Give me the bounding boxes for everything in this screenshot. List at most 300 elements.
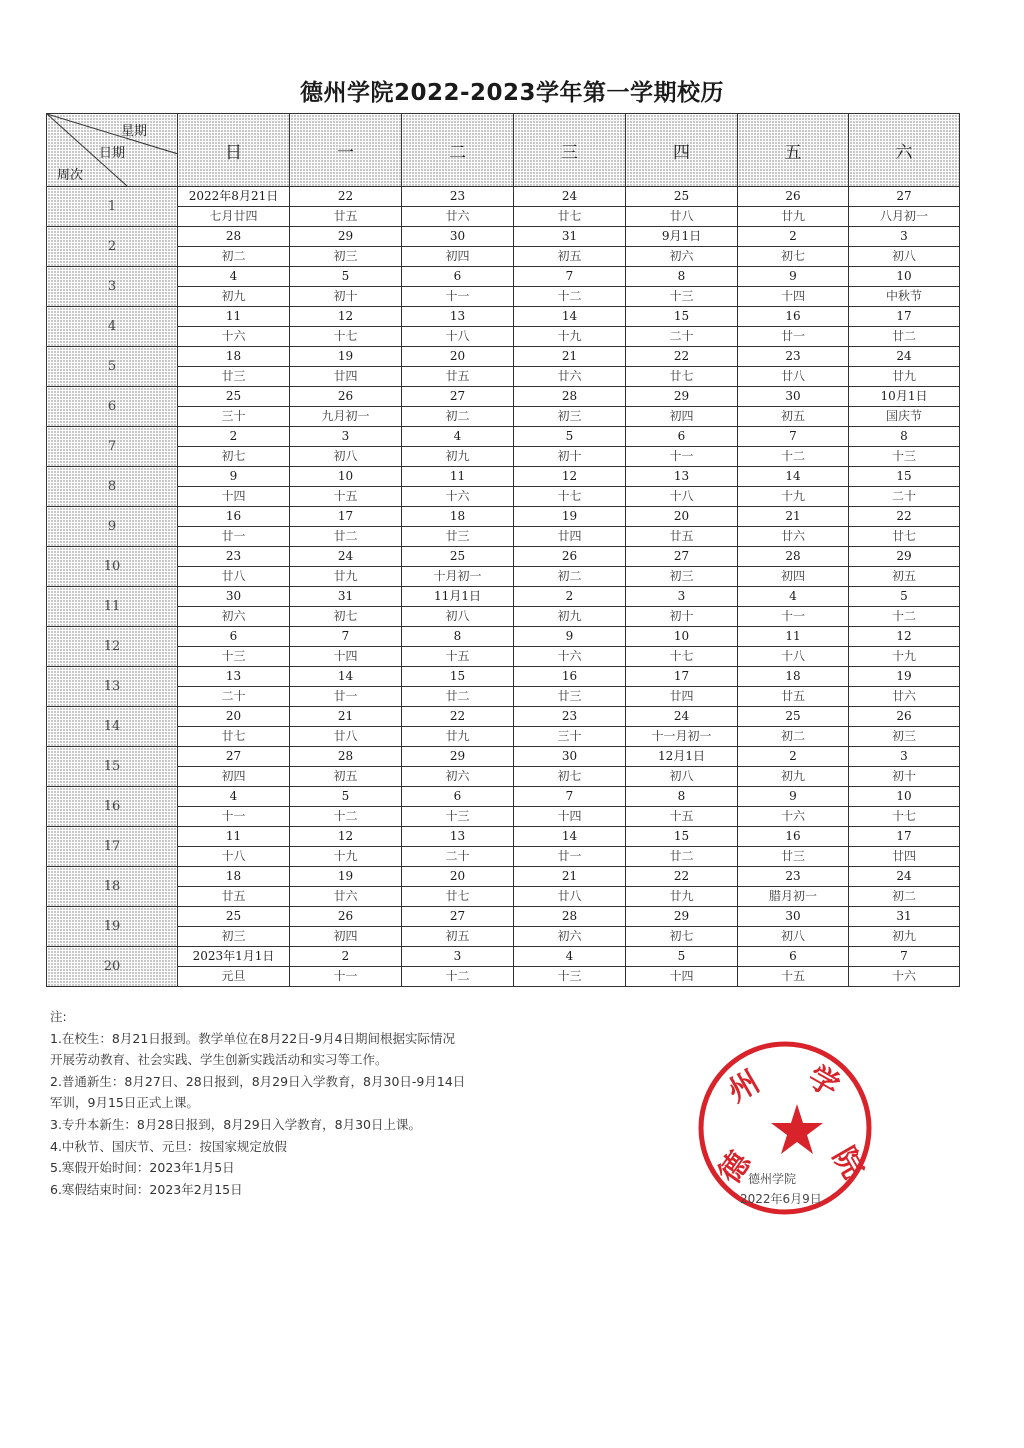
date-cell: 23 <box>402 187 514 207</box>
date-cell: 17 <box>290 507 402 527</box>
date-cell: 15 <box>849 467 960 487</box>
date-cell: 31 <box>849 907 960 927</box>
lunar-date-cell: 初六 <box>178 607 290 627</box>
date-cell: 11 <box>402 467 514 487</box>
date-cell: 7 <box>290 627 402 647</box>
date-cell: 30 <box>402 227 514 247</box>
lunar-row <box>47 847 960 867</box>
date-cell: 19 <box>849 667 960 687</box>
date-row <box>47 227 960 247</box>
week-number-cell: 14 <box>47 707 178 747</box>
date-cell: 24 <box>849 347 960 367</box>
lunar-date-cell: 初十 <box>849 767 960 787</box>
lunar-date-cell: 十八 <box>626 487 738 507</box>
lunar-date-cell: 廿九 <box>626 887 738 907</box>
lunar-date-cell: 廿一 <box>178 527 290 547</box>
date-cell: 29 <box>402 747 514 767</box>
date-cell: 30 <box>178 587 290 607</box>
date-cell: 16 <box>178 507 290 527</box>
note-line: 军训，9月15日正式上课。 <box>50 1095 199 1111</box>
week-number-cell: 5 <box>47 347 178 387</box>
date-cell: 5 <box>849 587 960 607</box>
lunar-date-cell: 廿二 <box>626 847 738 867</box>
lunar-date-cell: 初三 <box>514 407 626 427</box>
seal-char: 德 <box>712 1145 759 1191</box>
lunar-date-cell: 十八 <box>738 647 849 667</box>
date-cell: 15 <box>626 307 738 327</box>
date-cell: 21 <box>514 867 626 887</box>
date-row <box>47 947 960 967</box>
date-cell: 29 <box>626 907 738 927</box>
week-number-cell: 15 <box>47 747 178 787</box>
date-cell: 9 <box>514 627 626 647</box>
date-row <box>47 347 960 367</box>
lunar-date-cell: 十六 <box>402 487 514 507</box>
lunar-date-cell: 廿六 <box>514 367 626 387</box>
date-cell: 22 <box>402 707 514 727</box>
date-cell: 2 <box>738 227 849 247</box>
date-cell: 5 <box>290 787 402 807</box>
lunar-date-cell: 初十 <box>514 447 626 467</box>
date-cell: 30 <box>514 747 626 767</box>
lunar-date-cell: 廿七 <box>402 887 514 907</box>
date-cell: 12月1日 <box>626 747 738 767</box>
lunar-date-cell: 十八 <box>178 847 290 867</box>
date-cell: 28 <box>514 907 626 927</box>
date-cell: 2 <box>178 427 290 447</box>
lunar-date-cell: 初九 <box>514 607 626 627</box>
date-row <box>47 827 960 847</box>
date-cell: 22 <box>626 347 738 367</box>
lunar-date-cell: 初八 <box>290 447 402 467</box>
date-cell: 17 <box>849 307 960 327</box>
note-line: 4.中秋节、国庆节、元旦：按国家规定放假 <box>50 1138 287 1154</box>
date-cell: 20 <box>402 867 514 887</box>
date-cell: 16 <box>514 667 626 687</box>
lunar-date-cell: 廿九 <box>290 567 402 587</box>
date-row <box>47 787 960 807</box>
date-cell: 24 <box>290 547 402 567</box>
lunar-date-cell: 十一 <box>402 287 514 307</box>
date-cell: 6 <box>178 627 290 647</box>
lunar-date-cell: 初二 <box>849 887 960 907</box>
lunar-date-cell: 廿七 <box>626 367 738 387</box>
lunar-date-cell: 廿五 <box>738 687 849 707</box>
lunar-date-cell: 十七 <box>626 647 738 667</box>
lunar-row <box>47 447 960 467</box>
lunar-date-cell: 七月廿四 <box>178 207 290 227</box>
lunar-date-cell: 初四 <box>290 927 402 947</box>
lunar-date-cell: 初四 <box>178 767 290 787</box>
seal-name-text: 德州学院 <box>748 1172 797 1186</box>
seal-char: 学 <box>801 1059 846 1105</box>
week-number-cell: 17 <box>47 827 178 867</box>
date-cell: 27 <box>626 547 738 567</box>
date-cell: 12 <box>514 467 626 487</box>
date-cell: 13 <box>178 667 290 687</box>
date-cell: 24 <box>626 707 738 727</box>
date-row <box>47 307 960 327</box>
date-cell: 30 <box>738 907 849 927</box>
lunar-date-cell: 廿四 <box>626 687 738 707</box>
date-cell: 9月1日 <box>626 227 738 247</box>
date-cell: 20 <box>178 707 290 727</box>
lunar-row <box>47 607 960 627</box>
lunar-date-cell: 廿三 <box>178 367 290 387</box>
day-header-sat: 六 <box>849 114 960 187</box>
date-row <box>47 267 960 287</box>
date-cell: 11 <box>738 627 849 647</box>
notes-heading: 注: <box>50 1009 67 1024</box>
lunar-date-cell: 十六 <box>849 967 960 987</box>
lunar-date-cell: 十五 <box>626 807 738 827</box>
lunar-date-cell: 廿五 <box>626 527 738 547</box>
lunar-date-cell: 初七 <box>626 927 738 947</box>
lunar-date-cell: 十四 <box>178 487 290 507</box>
date-cell: 20 <box>402 347 514 367</box>
date-row <box>47 507 960 527</box>
lunar-date-cell: 九月初一 <box>290 407 402 427</box>
date-cell: 7 <box>738 427 849 447</box>
date-row <box>47 907 960 927</box>
lunar-date-cell: 十三 <box>849 447 960 467</box>
lunar-date-cell: 廿五 <box>178 887 290 907</box>
date-cell: 18 <box>402 507 514 527</box>
lunar-date-cell: 初八 <box>738 927 849 947</box>
lunar-date-cell: 十六 <box>178 327 290 347</box>
lunar-date-cell: 初十 <box>290 287 402 307</box>
lunar-date-cell: 十九 <box>514 327 626 347</box>
lunar-row <box>47 967 960 987</box>
date-cell: 13 <box>626 467 738 487</box>
date-row <box>47 587 960 607</box>
lunar-date-cell: 初五 <box>402 927 514 947</box>
date-cell: 5 <box>290 267 402 287</box>
week-number-cell: 6 <box>47 387 178 427</box>
lunar-date-cell: 廿七 <box>178 727 290 747</box>
week-number-cell: 8 <box>47 467 178 507</box>
lunar-date-cell: 十五 <box>402 647 514 667</box>
lunar-date-cell: 腊月初一 <box>738 887 849 907</box>
date-cell: 31 <box>290 587 402 607</box>
date-cell: 18 <box>178 867 290 887</box>
date-cell: 4 <box>514 947 626 967</box>
lunar-date-cell: 廿八 <box>626 207 738 227</box>
date-cell: 10 <box>626 627 738 647</box>
date-cell: 21 <box>290 707 402 727</box>
lunar-date-cell: 二十 <box>849 487 960 507</box>
date-cell: 17 <box>626 667 738 687</box>
lunar-date-cell: 廿三 <box>738 847 849 867</box>
date-cell: 7 <box>849 947 960 967</box>
date-cell: 3 <box>849 747 960 767</box>
date-cell: 12 <box>290 307 402 327</box>
date-cell: 29 <box>626 387 738 407</box>
lunar-date-cell: 廿七 <box>514 207 626 227</box>
lunar-row <box>47 287 960 307</box>
day-header-sun: 日 <box>178 114 290 187</box>
lunar-date-cell: 廿九 <box>402 727 514 747</box>
date-cell: 23 <box>514 707 626 727</box>
lunar-date-cell: 十一 <box>290 967 402 987</box>
day-header-fri: 五 <box>738 114 849 187</box>
date-cell: 6 <box>738 947 849 967</box>
lunar-date-cell: 十一月初一 <box>626 727 738 747</box>
date-cell: 21 <box>738 507 849 527</box>
lunar-date-cell: 廿六 <box>290 887 402 907</box>
lunar-date-cell: 十四 <box>738 287 849 307</box>
date-cell: 2022年8月21日 <box>178 187 290 207</box>
date-cell: 2 <box>514 587 626 607</box>
date-cell: 9 <box>738 787 849 807</box>
lunar-date-cell: 十三 <box>402 807 514 827</box>
lunar-date-cell: 廿九 <box>738 207 849 227</box>
date-cell: 25 <box>178 387 290 407</box>
date-cell: 4 <box>738 587 849 607</box>
date-cell: 28 <box>178 227 290 247</box>
date-cell: 26 <box>738 187 849 207</box>
lunar-date-cell: 廿一 <box>738 327 849 347</box>
lunar-date-cell: 廿六 <box>402 207 514 227</box>
note-line: 3.专升本新生：8月28日报到，8月29日入学教育，8月30日上课。 <box>50 1116 422 1132</box>
note-line: 开展劳动教育、社会实践、学生创新实践活动和实习等工作。 <box>50 1052 388 1068</box>
date-cell: 16 <box>738 307 849 327</box>
date-cell: 8 <box>402 627 514 647</box>
lunar-date-cell: 中秋节 <box>849 287 960 307</box>
seal-date-text: 2022年6月9日 <box>740 1192 822 1206</box>
lunar-date-cell: 廿六 <box>849 687 960 707</box>
day-header-tue: 二 <box>402 114 514 187</box>
date-cell: 11 <box>178 827 290 847</box>
lunar-date-cell: 十八 <box>402 327 514 347</box>
lunar-row <box>47 687 960 707</box>
lunar-date-cell: 三十 <box>514 727 626 747</box>
lunar-row <box>47 407 960 427</box>
lunar-date-cell: 廿二 <box>849 327 960 347</box>
notes-section <box>50 1006 520 1200</box>
lunar-row <box>47 207 960 227</box>
date-cell: 13 <box>402 307 514 327</box>
date-cell: 10 <box>849 267 960 287</box>
date-cell: 19 <box>290 867 402 887</box>
corner-date-label: 日期 <box>99 146 126 161</box>
lunar-date-cell: 初五 <box>738 407 849 427</box>
lunar-date-cell: 初七 <box>290 607 402 627</box>
date-cell: 23 <box>738 347 849 367</box>
lunar-row <box>47 647 960 667</box>
lunar-date-cell: 初七 <box>178 447 290 467</box>
lunar-row <box>47 327 960 347</box>
lunar-date-cell: 廿九 <box>849 367 960 387</box>
week-number-cell: 2 <box>47 227 178 267</box>
lunar-date-cell: 廿六 <box>738 527 849 547</box>
lunar-date-cell: 初二 <box>738 727 849 747</box>
lunar-row <box>47 247 960 267</box>
lunar-date-cell: 十七 <box>290 327 402 347</box>
lunar-date-cell: 廿一 <box>290 687 402 707</box>
lunar-date-cell: 初四 <box>402 247 514 267</box>
lunar-date-cell: 初二 <box>178 247 290 267</box>
lunar-date-cell: 十四 <box>514 807 626 827</box>
date-cell: 24 <box>514 187 626 207</box>
date-cell: 23 <box>738 867 849 887</box>
date-cell: 25 <box>738 707 849 727</box>
date-cell: 29 <box>849 547 960 567</box>
lunar-date-cell: 十二 <box>514 287 626 307</box>
lunar-date-cell: 十六 <box>514 647 626 667</box>
date-cell: 22 <box>626 867 738 887</box>
date-cell: 22 <box>849 507 960 527</box>
date-cell: 2 <box>738 747 849 767</box>
corner-header-cell <box>47 114 178 187</box>
date-cell: 27 <box>402 387 514 407</box>
date-row <box>47 667 960 687</box>
lunar-date-cell: 初四 <box>738 567 849 587</box>
date-cell: 27 <box>178 747 290 767</box>
date-cell: 6 <box>402 787 514 807</box>
date-cell: 26 <box>290 387 402 407</box>
date-cell: 5 <box>626 947 738 967</box>
date-cell: 3 <box>290 427 402 447</box>
lunar-date-cell: 十九 <box>290 847 402 867</box>
lunar-date-cell: 十一 <box>178 807 290 827</box>
date-cell: 3 <box>626 587 738 607</box>
date-cell: 28 <box>514 387 626 407</box>
week-number-cell: 11 <box>47 587 178 627</box>
lunar-date-cell: 初九 <box>849 927 960 947</box>
lunar-date-cell: 十四 <box>290 647 402 667</box>
date-cell: 14 <box>514 307 626 327</box>
date-cell: 16 <box>738 827 849 847</box>
date-cell: 3 <box>402 947 514 967</box>
lunar-date-cell: 廿五 <box>402 367 514 387</box>
date-cell: 11 <box>178 307 290 327</box>
date-cell: 15 <box>626 827 738 847</box>
date-cell: 28 <box>738 547 849 567</box>
lunar-date-cell: 十五 <box>738 967 849 987</box>
lunar-date-cell: 十月初一 <box>402 567 514 587</box>
date-cell: 10月1日 <box>849 387 960 407</box>
lunar-date-cell: 廿四 <box>514 527 626 547</box>
lunar-date-cell: 初八 <box>626 767 738 787</box>
date-cell: 6 <box>402 267 514 287</box>
lunar-date-cell: 初二 <box>514 567 626 587</box>
date-row <box>47 747 960 767</box>
lunar-date-cell: 初四 <box>626 407 738 427</box>
date-cell: 23 <box>178 547 290 567</box>
lunar-date-cell: 十一 <box>738 607 849 627</box>
week-number-cell: 3 <box>47 267 178 307</box>
lunar-date-cell: 十三 <box>626 287 738 307</box>
lunar-date-cell: 十二 <box>402 967 514 987</box>
lunar-date-cell: 初十 <box>626 607 738 627</box>
date-cell: 4 <box>178 267 290 287</box>
lunar-row <box>47 527 960 547</box>
date-cell: 26 <box>514 547 626 567</box>
lunar-date-cell: 十九 <box>849 647 960 667</box>
week-number-cell: 4 <box>47 307 178 347</box>
lunar-row <box>47 887 960 907</box>
date-cell: 4 <box>402 427 514 447</box>
date-cell: 25 <box>178 907 290 927</box>
lunar-date-cell: 十五 <box>290 487 402 507</box>
date-cell: 20 <box>626 507 738 527</box>
week-number-cell: 18 <box>47 867 178 907</box>
date-cell: 18 <box>738 667 849 687</box>
header-row <box>47 114 960 187</box>
date-row <box>47 707 960 727</box>
date-cell: 21 <box>514 347 626 367</box>
lunar-date-cell: 三十 <box>178 407 290 427</box>
date-cell: 27 <box>402 907 514 927</box>
lunar-date-cell: 十六 <box>738 807 849 827</box>
date-cell: 10 <box>290 467 402 487</box>
date-row <box>47 187 960 207</box>
lunar-row <box>47 767 960 787</box>
lunar-date-cell: 十二 <box>290 807 402 827</box>
lunar-date-cell: 廿四 <box>290 367 402 387</box>
lunar-date-cell: 初三 <box>290 247 402 267</box>
date-cell: 4 <box>178 787 290 807</box>
note-line: 1.在校生：8月21日报到。教学单位在8月22日-9月4日期间根据实际情况 <box>50 1030 456 1046</box>
lunar-date-cell: 初七 <box>514 767 626 787</box>
week-number-cell: 20 <box>47 947 178 987</box>
lunar-date-cell: 十九 <box>738 487 849 507</box>
date-cell: 15 <box>402 667 514 687</box>
date-cell: 2023年1月1日 <box>178 947 290 967</box>
note-line: 5.寒假开始时间：2023年1月5日 <box>50 1160 235 1176</box>
lunar-date-cell: 国庆节 <box>849 407 960 427</box>
lunar-date-cell: 廿七 <box>849 527 960 547</box>
lunar-date-cell: 十二 <box>849 607 960 627</box>
lunar-date-cell: 廿八 <box>178 567 290 587</box>
lunar-date-cell: 初六 <box>402 767 514 787</box>
lunar-date-cell: 廿一 <box>514 847 626 867</box>
lunar-date-cell: 初五 <box>290 767 402 787</box>
corner-weekday-label: 星期 <box>121 124 148 139</box>
lunar-row <box>47 367 960 387</box>
date-cell: 14 <box>514 827 626 847</box>
corner-week-label: 周次 <box>57 168 84 183</box>
lunar-date-cell: 初二 <box>402 407 514 427</box>
date-cell: 3 <box>849 227 960 247</box>
day-header-mon: 一 <box>290 114 402 187</box>
day-header-thu: 四 <box>626 114 738 187</box>
lunar-date-cell: 初五 <box>849 567 960 587</box>
date-cell: 5 <box>514 427 626 447</box>
lunar-date-cell: 二十 <box>178 687 290 707</box>
date-row <box>47 467 960 487</box>
date-cell: 14 <box>738 467 849 487</box>
lunar-date-cell: 廿八 <box>290 727 402 747</box>
date-cell: 9 <box>738 267 849 287</box>
calendar-table <box>46 113 960 987</box>
lunar-date-cell: 廿三 <box>402 527 514 547</box>
lunar-date-cell: 初七 <box>738 247 849 267</box>
date-cell: 22 <box>290 187 402 207</box>
lunar-date-cell: 十二 <box>738 447 849 467</box>
lunar-date-cell: 初九 <box>738 767 849 787</box>
lunar-date-cell: 廿八 <box>514 887 626 907</box>
date-cell: 12 <box>290 827 402 847</box>
date-cell: 25 <box>402 547 514 567</box>
date-cell: 2 <box>290 947 402 967</box>
date-cell: 10 <box>849 787 960 807</box>
lunar-date-cell: 初八 <box>849 247 960 267</box>
lunar-date-cell: 初六 <box>514 927 626 947</box>
week-number-cell: 12 <box>47 627 178 667</box>
date-cell: 26 <box>849 707 960 727</box>
